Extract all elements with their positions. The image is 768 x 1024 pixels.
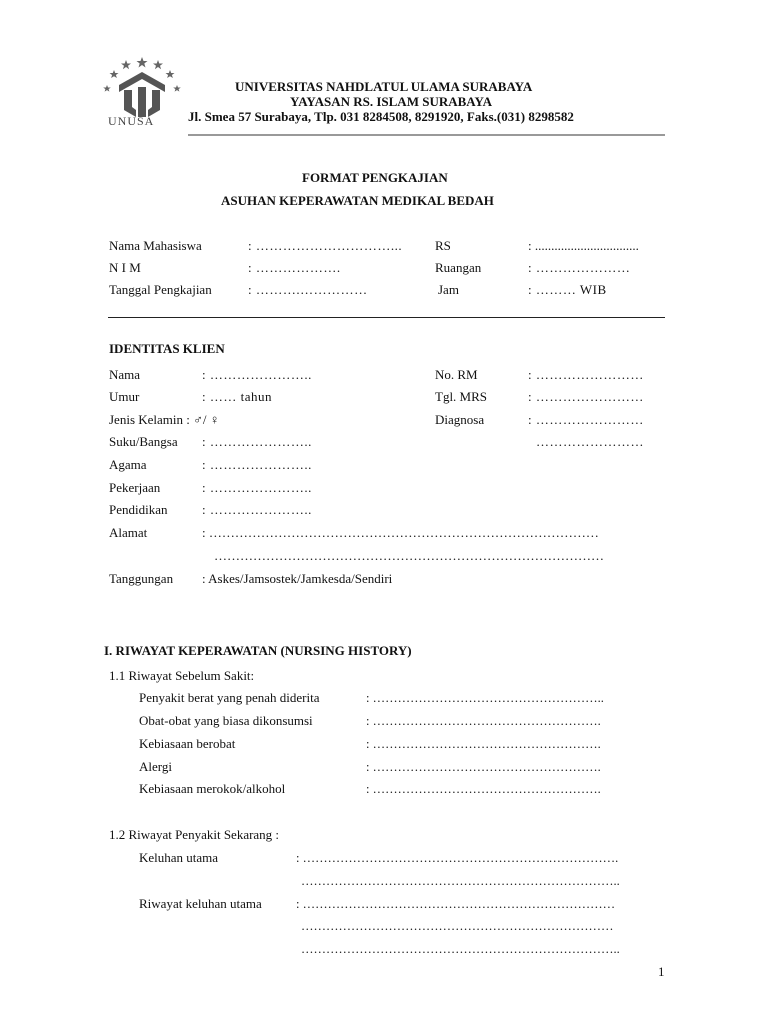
tanggal-field[interactable]: : ……….…………… [248,282,368,297]
norm-label: No. RM [435,367,478,382]
pendidikan-label: Pendidikan [109,502,168,517]
alergi-label: Alergi [139,759,172,774]
riwayat-keluhan-field[interactable]: : ………………………………………………………………… [296,897,616,911]
nim-field[interactable]: : ………………. [248,260,341,275]
keluhan-utama-label: Keluhan utama [139,850,219,865]
norm-field[interactable]: : …………………… [528,367,644,382]
riwayat-heading: I. RIWAYAT KEPERAWATAN (NURSING HISTORY) [104,643,412,658]
jam-label: Jam [438,282,459,297]
merokok-field[interactable]: : ………………………………………………. [366,782,601,796]
riwayat-sekarang-title: 1.2 Riwayat Penyakit Sekarang : [109,827,280,842]
agama-field[interactable]: : ………………….. [202,457,312,472]
riwayat-keluhan-label: Riwayat keluhan utama [139,896,262,911]
umur-label: Umur [109,389,140,404]
riwayat-keluhan-field-3[interactable]: ………………………………………………………………….. [301,942,620,956]
tanggal-label: Tanggal Pengkajian [109,282,212,297]
nama-label: Nama [109,367,141,382]
foundation-name: YAYASAN RS. ISLAM SURABAYA [290,94,493,109]
agama-label: Agama [109,457,147,472]
obat-field[interactable]: : ………………………………………………. [366,714,601,728]
rs-label: RS [435,238,451,253]
header-divider [188,134,665,136]
section-divider [108,317,665,318]
page-number: 1 [658,964,665,979]
riwayat-keluhan-field-2[interactable]: ………………………………………………………………… [301,919,614,933]
jam-field[interactable]: : ……… WIB [528,282,607,297]
tglmrs-field[interactable]: : …………………… [528,389,644,404]
alergi-field[interactable]: : ………………………………………………. [366,760,601,774]
student-name-field[interactable]: : …………………………... [248,238,403,253]
unusa-logo [102,55,182,135]
address-line: Jl. Smea 57 Surabaya, Tlp. 031 8284508, 8291920, Faks.(031) 8298582 [188,109,574,124]
tanggungan-label: Tanggungan [109,571,174,586]
ruangan-label: Ruangan [435,260,482,275]
merokok-label: Kebiasaan merokok/alkohol [139,781,286,796]
logo-text: UNUSA [108,114,155,128]
tanggungan-field[interactable]: : Askes/Jamsostek/Jamkesda/Sendiri [202,571,393,586]
identitas-heading: IDENTITAS KLIEN [109,341,225,356]
diagnosa-field-2[interactable]: …………………… [536,434,644,449]
suku-label: Suku/Bangsa [109,434,178,449]
form-subtitle: ASUHAN KEPERAWATAN MEDIKAL BEDAH [221,193,494,208]
form-title: FORMAT PENGKAJIAN [302,170,448,185]
kebiasaan-berobat-field[interactable]: : ………………………………………………. [366,737,601,751]
alamat-label: Alamat [109,525,148,540]
alamat-field-2[interactable]: ……………………………………………………………………………… [214,548,604,563]
suku-field[interactable]: : ………………….. [202,434,312,449]
penyakit-berat-field[interactable]: : ……………………………………………….. [366,691,604,705]
pekerjaan-label: Pekerjaan [109,480,161,495]
ruangan-field[interactable]: : ………………… [528,260,631,275]
diagnosa-label: Diagnosa [435,412,485,427]
pendidikan-field[interactable]: : ………………….. [202,502,312,517]
university-name: UNIVERSITAS NAHDLATUL ULAMA SURABAYA [235,79,533,94]
tglmrs-label: Tgl. MRS [435,389,488,404]
umur-field[interactable]: : …… tahun [202,389,272,404]
keluhan-utama-field-2[interactable]: ………………………………………………………………….. [301,874,620,888]
diagnosa-field[interactable]: : …………………… [528,412,644,427]
kebiasaan-berobat-label: Kebiasaan berobat [139,736,236,751]
rs-field[interactable]: : ................................ [528,238,639,253]
keluhan-utama-field[interactable]: : …………………………………………………………………. [296,851,619,865]
obat-label: Obat-obat yang biasa dikonsumsi [139,713,313,728]
pekerjaan-field[interactable]: : ………………….. [202,480,312,495]
student-name-label: Nama Mahasiswa [109,238,202,253]
penyakit-berat-label: Penyakit berat yang penah diderita [139,690,320,705]
jenis-kelamin-field[interactable]: Jenis Kelamin : ♂/ ♀ [109,412,220,427]
nim-label: N I M [109,260,141,275]
riwayat-sebelum-sakit-title: 1.1 Riwayat Sebelum Sakit: [109,668,255,683]
alamat-field[interactable]: : ……………………………………………………………………………… [202,525,599,540]
nama-field[interactable]: : ………………….. [202,367,312,382]
